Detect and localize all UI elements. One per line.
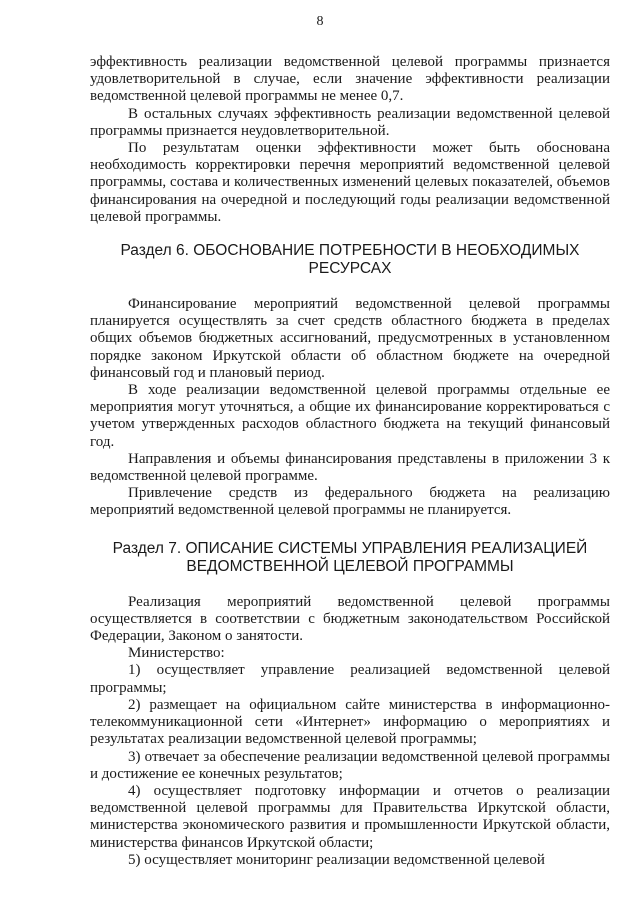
section-6-paragraph-4: Привлечение средств из федерального бюджета на реализацию мероприятий ведомственной целевой программы не планируется. [90,485,610,519]
paragraph-top-3: По результатам оценки эффективности может быть обоснована необходимость корректировки перечня мероприятий ведомственной целевой программы, состава и количественных изменений целевых показателей, объемов финансирования на очередной и последующий годы реализации ведомственной целевой программы. [90,140,610,225]
section-6-paragraph-3: Направления и объемы финансирования представлены в приложении 3 к ведомственной целевой программе. [90,450,610,485]
paragraph-top-1: эффективность реализации ведомственной целевой программы признается удовлетворительной в случае, если значение эффективности реализации ведомственной целевой программы не менее 0,7. [90,54,610,105]
page-number: 8 [316,14,324,29]
section-7-list-item-4: 4) осуществляет подготовку информации и отчетов о реализации ведомственной целевой программы для Правительства Иркутской области, министерства экономического развития и промышленности Иркутской области, министерства финансов Иркутской области; [90,782,610,851]
section-7-paragraph-2: Министерство: [128,645,225,662]
section-7-paragraph-1: Реализация мероприятий ведомственной целевой программы осуществляется в соответствии с бюджетным законодательством Российской Федерации, Законом о занятости. [90,593,610,645]
section-7-heading-line-2: ВЕДОМСТВЕННОЙ ЦЕЛЕВОЙ ПРОГРАММЫ [186,557,514,575]
paragraph-top-2: В остальных случаях эффективность реализации ведомственной целевой программы признается неудовлетворительной. [90,105,610,139]
section-7-list-item-2: 2) размещает на официальном сайте министерства в информационно-телекоммуникационной сети «Интернет» информацию о мероприятиях и результатах реализации ведомственной целевой программы; [90,696,610,748]
section-7-heading [90,540,610,576]
section-7-heading-line-1: Раздел 7. ОПИСАНИЕ СИСТЕМЫ УПРАВЛЕНИЯ РЕАЛИЗАЦИЕЙ [112,539,588,557]
section-6-paragraph-1: Финансирование мероприятий ведомственной целевой программы планируется осуществлять за счет средств областного бюджета в пределах общих объемов бюджетных ассигнований, предусмотренных в установленном порядке законом Иркутской области об областном бюджете на очередной финансовый год и плановый период. [90,296,610,381]
document-body [90,54,610,869]
section-7-list-item-3: 3) отвечает за обеспечение реализации ведомственной целевой программы и достижение ее конечных результатов; [90,748,610,782]
section-6-heading: Раздел 6. ОБОСНОВАНИЕ ПОТРЕБНОСТИ В НЕОБХОДИМЫХ РЕСУРСАХ [120,242,580,278]
section-7-list-item-1: 1) осуществляет управление реализацией ведомственной целевой программы; [90,662,610,696]
section-7-list-item-5: 5) осуществляет мониторинг реализации ведомственной целевой [128,851,545,868]
section-6-paragraph-2: В ходе реализации ведомственной целевой программы отдельные ее мероприятия могут уточняться, а общие их финансирование корректироваться с учетом утвержденных расходов областного бюджета на текущий финансовый год. [90,382,610,450]
